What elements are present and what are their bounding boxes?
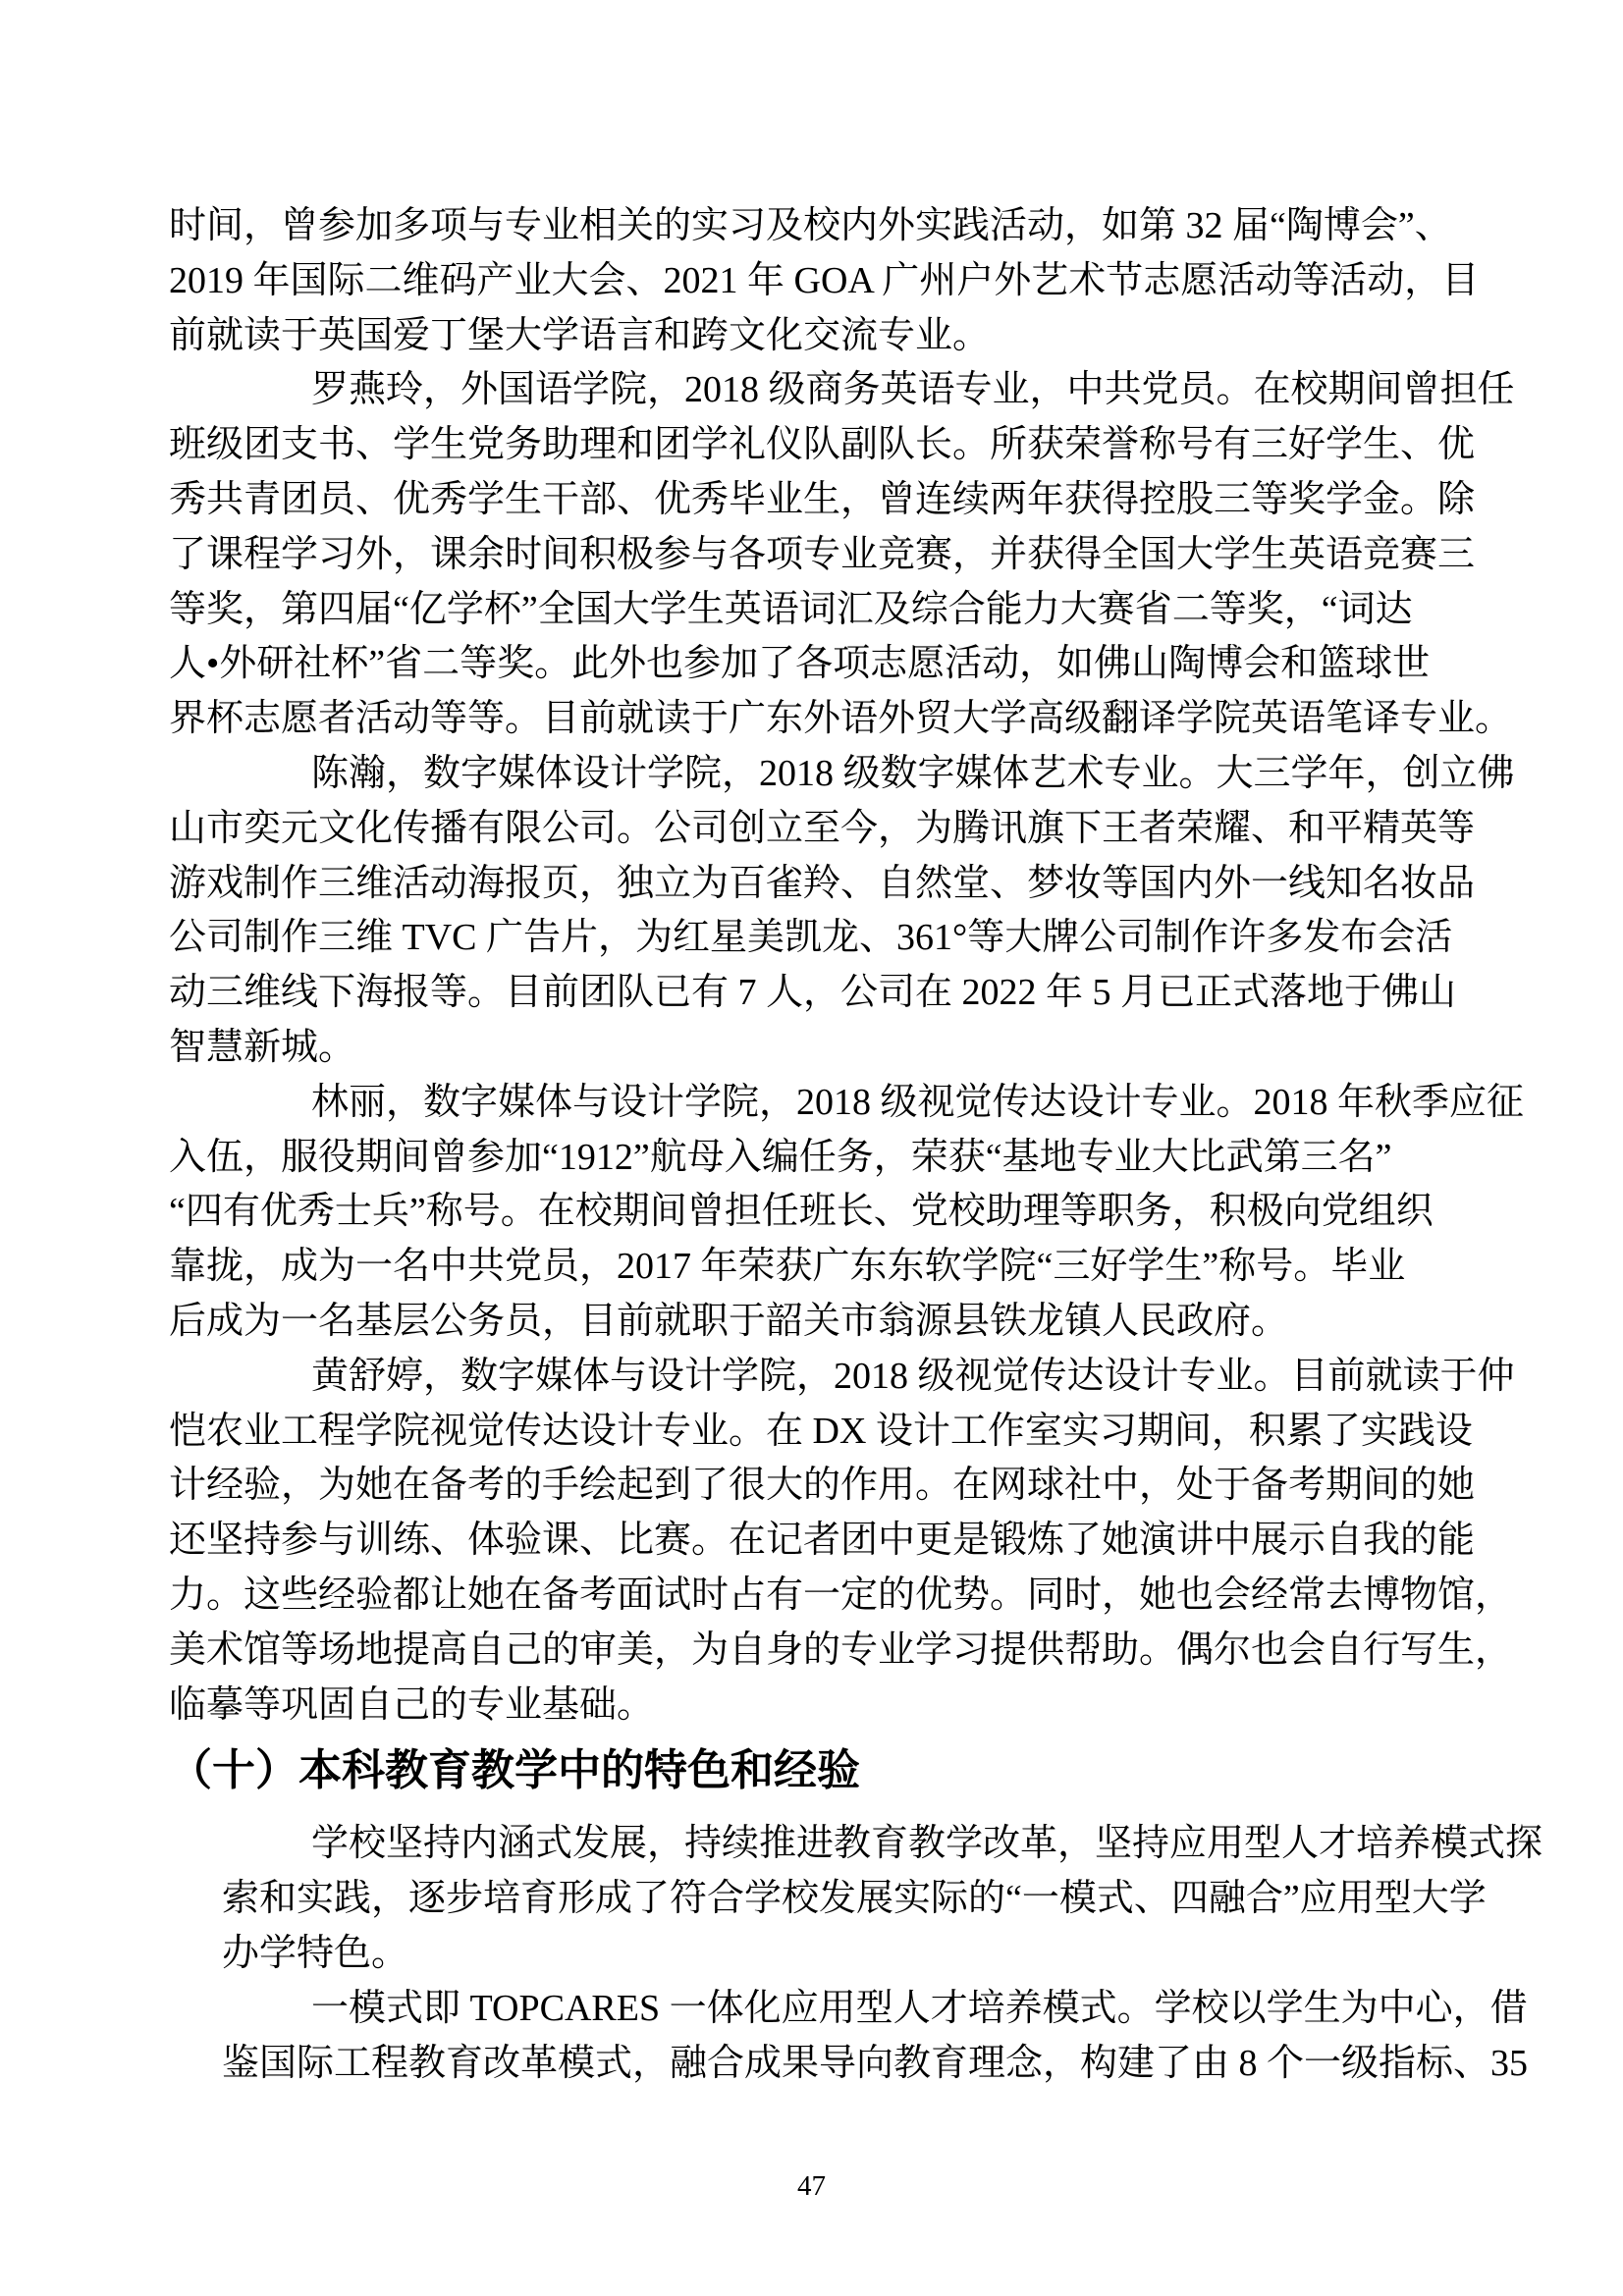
text-line: 等奖，第四届“亿学杯”全国大学生英语词汇及综合能力大赛省二等奖，“词达: [169, 588, 1413, 630]
text-line: 办学特色。: [222, 1932, 409, 1974]
text-line: 罗燕玲，外国语学院，2018 级商务英语专业，中共党员。在校期间曾担任: [311, 369, 1515, 411]
text-line: 林丽，数字媒体与设计学院，2018 级视觉传达设计专业。2018 年秋季应征: [311, 1081, 1525, 1123]
text-line: 力。这些经验都让她在备考面试时占有一定的优势。同时，她也会经常去博物馆，: [169, 1574, 1513, 1616]
text-line: 公司制作三维 TVC 广告片，为红星美凯龙、361°等大牌公司制作许多发布会活: [169, 917, 1453, 959]
text-line: 学校坚持内涵式发展，持续推进教育教学改革，坚持应用型人才培养模式探: [311, 1823, 1543, 1865]
text-line: “四有优秀士兵”称号。在校期间曾担任班长、党校助理等职务，积极向党组织: [169, 1191, 1434, 1233]
text-line: 还坚持参与训练、体验课、比赛。在记者团中更是锻炼了她演讲中展示自我的能: [169, 1520, 1476, 1562]
text-line: 秀共青团员、优秀学生干部、优秀毕业生，曾连续两年获得控股三等奖学金。除: [169, 478, 1476, 520]
text-line: 班级团支书、学生党务助理和团学礼仪队副队长。所获荣誉称号有三好学生、优: [169, 424, 1476, 466]
text-line: 了课程学习外，课余时间积极参与各项专业竞赛，并获得全国大学生英语竞赛三: [169, 533, 1476, 575]
text-line: 时间，曾参加多项与专业相关的实习及校内外实践活动，如第 32 届“陶博会”、: [169, 205, 1452, 246]
text-line: 计经验，为她在备考的手绘起到了很大的作用。在网球社中，处于备考期间的她: [169, 1465, 1476, 1507]
text-line: 临摹等巩固自己的专业基础。: [169, 1683, 655, 1726]
text-line: 动三维线下海报等。目前团队已有 7 人，公司在 2022 年 5 月已正式落地于佛山: [169, 972, 1457, 1014]
text-line: 一模式即 TOPCARES 一体化应用型人才培养模式。学校以学生为中心，借: [311, 1987, 1528, 2029]
body-text: [169, 199, 1542, 2091]
text-line: 人•外研社杯”省二等奖。此外也参加了各项志愿活动，如佛山陶博会和篮球世: [169, 643, 1431, 685]
text-line: 智慧新城。: [169, 1026, 356, 1068]
text-line: 前就读于英国爱丁堡大学语言和跨文化交流专业。: [169, 314, 991, 356]
text-line: 索和实践，逐步培育形成了符合学校发展实际的“一模式、四融合”应用型大学: [222, 1878, 1487, 1920]
text-line: 靠拢，成为一名中共党员，2017 年荣获广东东软学院“三好学生”称号。毕业: [169, 1246, 1406, 1288]
text-line: 陈瀚，数字媒体设计学院，2018 级数字媒体艺术专业。大三学年，创立佛: [311, 752, 1515, 794]
text-line: 鉴国际工程教育改革模式，融合成果导向教育理念，构建了由 8 个一级指标、35: [222, 2042, 1529, 2084]
page-number: 47: [797, 2170, 826, 2202]
text-line: 2019 年国际二维码产业大会、2021 年 GOA 广州户外艺术节志愿活动等活动，目: [169, 259, 1480, 301]
text-line: 界杯志愿者活动等等。目前就读于广东外语外贸大学高级翻译学院英语笔译专业。: [169, 698, 1513, 740]
section-heading: （十）本科教育教学中的特色和经验: [169, 1746, 860, 1795]
text-line: 恺农业工程学院视觉传达设计专业。在 DX 设计工作室实习期间，积累了实践设: [169, 1410, 1473, 1452]
text-line: 黄舒婷，数字媒体与设计学院，2018 级视觉传达设计专业。目前就读于仲: [311, 1355, 1515, 1397]
text-line: 美术馆等场地提高自己的审美，为自身的专业学习提供帮助。偶尔也会自行写生，: [169, 1629, 1513, 1671]
text-line: 游戏制作三维活动海报页，独立为百雀羚、自然堂、梦妆等国内外一线知名妆品: [169, 862, 1476, 904]
text-line: 山市奕元文化传播有限公司。公司创立至今，为腾讯旗下王者荣耀、和平精英等: [169, 807, 1476, 849]
section-after-heading: [222, 1817, 1542, 2091]
text-line: 入伍，服役期间曾参加“1912”航母入编任务，荣获“基地专业大比武第三名”: [169, 1136, 1392, 1178]
text-line: 后成为一名基层公务员，目前就职于韶关市翁源县铁龙镇人民政府。: [169, 1300, 1289, 1342]
